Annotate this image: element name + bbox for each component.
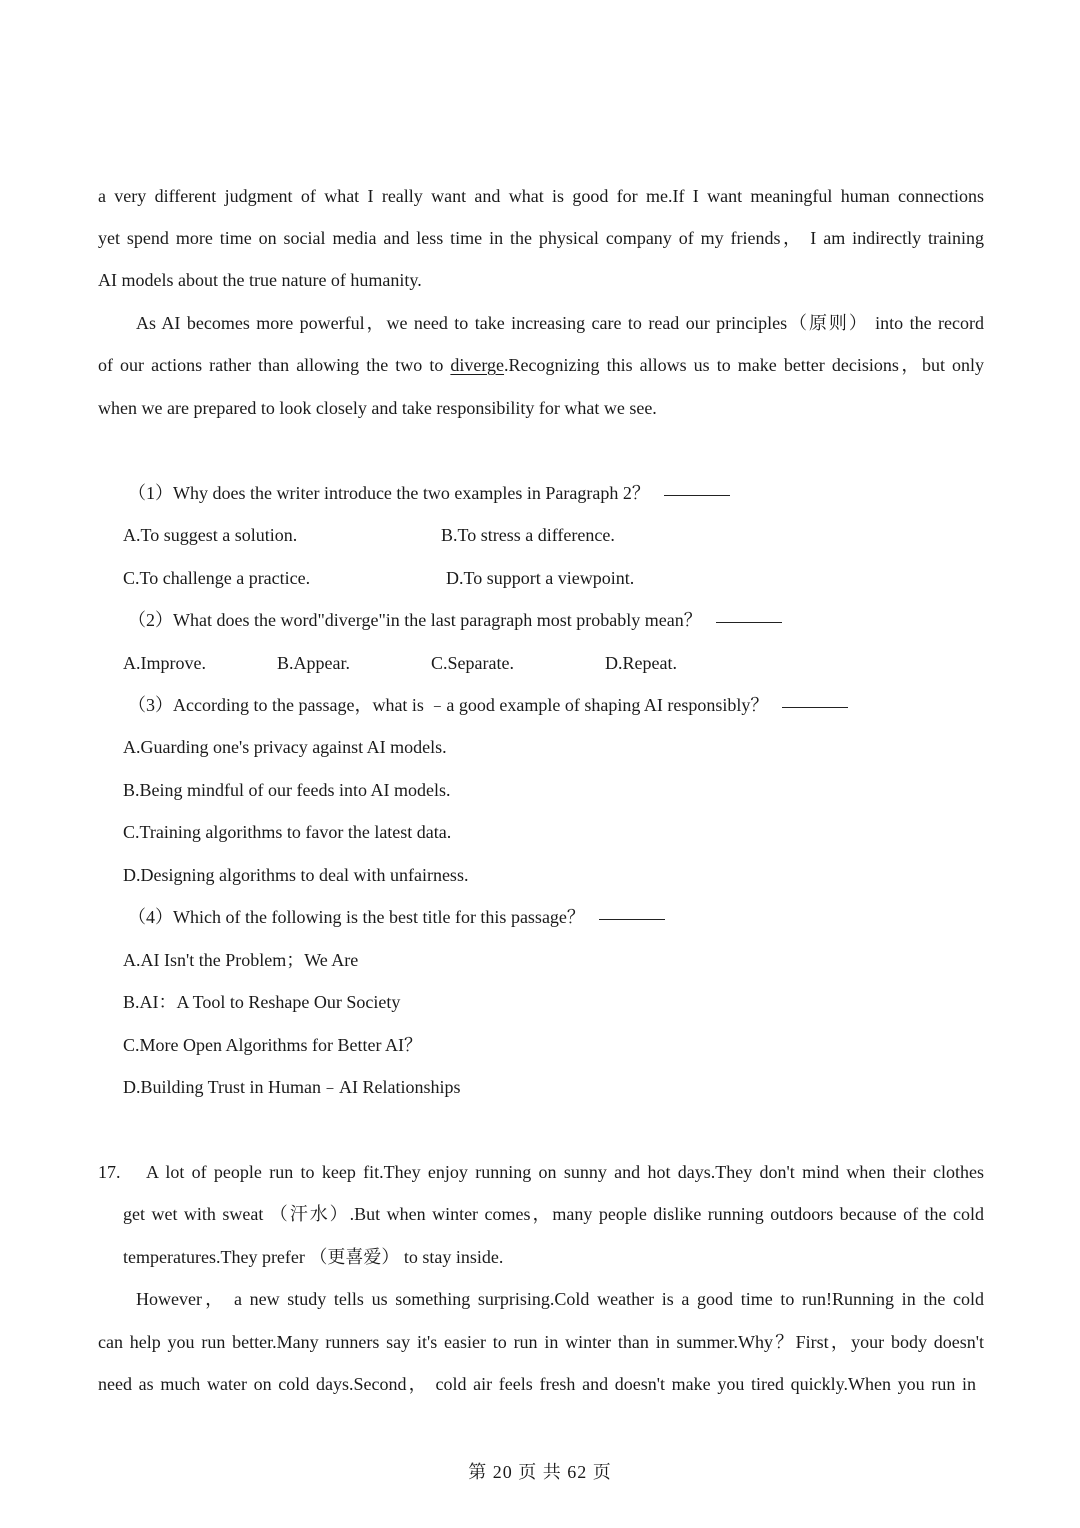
option-a: A.To suggest a solution. [123, 525, 298, 545]
answer-blank [716, 621, 782, 623]
option-d: D.Repeat. [605, 653, 677, 673]
option-b: B.Being mindful of our feeds into AI models. [123, 780, 451, 800]
option-d: D.To support a viewpoint. [446, 568, 635, 588]
question-3 [128, 693, 848, 717]
option-d: D.Designing algorithms to deal with unfairness. [123, 865, 469, 885]
passage-line: get wet with sweat （汗水）.But when winter comes，many people dislike running outdoors because of the cold [123, 1204, 984, 1224]
page-footer: 第 20 页 共 62 页 [468, 1462, 612, 1482]
option-c: C.To challenge a practice. [123, 568, 311, 588]
question-2 [128, 608, 782, 632]
passage-line: A lot of people run to keep fit.They enjoy running on sunny and hot days.They don't mind when their clothes [146, 1162, 984, 1182]
option-b: B.To stress a difference. [441, 525, 615, 545]
passage-line: As AI becomes more powerful，we need to take increasing care to read our principles（原则） into the record [136, 313, 984, 333]
option-a: A.Guarding one's privacy against AI models. [123, 737, 447, 757]
passage-line: yet spend more time on social media and less time in the physical company of my friends， I am indirectly training [98, 228, 984, 248]
passage-text: of our actions rather than allowing the two to [98, 355, 451, 375]
passage-line: temperatures.They prefer （更喜爱） to stay inside. [123, 1247, 504, 1267]
passage-line: need as much water on cold days.Second， cold air feels fresh and doesn't make you tired quickly.When you run in [98, 1374, 976, 1394]
question-4 [128, 905, 665, 929]
answer-blank [782, 706, 848, 708]
passage-text: .Recognizing this allows us to make better decisions，but only [504, 355, 984, 375]
option-a: A.AI Isn't the Problem；We Are [123, 950, 359, 970]
passage-line: AI models about the true nature of humanity. [98, 270, 422, 290]
option-c: C.Separate. [431, 653, 514, 673]
passage-line: a very different judgment of what I really want and what is good for me.If I want meaningful human connections [98, 186, 984, 206]
question-text: （1）Why does the writer introduce the two examples in Paragraph 2？ [128, 483, 650, 503]
question-text: （2）What does the word"diverge"in the last paragraph most probably mean？ [128, 610, 702, 630]
option-b: B.Appear. [277, 653, 350, 673]
passage-line: However， a new study tells us something surprising.Cold weather is a good time to run!Running in the cold [136, 1289, 984, 1309]
option-c: C.More Open Algorithms for Better AI？ [123, 1035, 422, 1055]
question-number: 17. [98, 1162, 121, 1182]
answer-blank [664, 494, 730, 496]
underlined-word: diverge [450, 355, 505, 375]
passage-line: can help you run better.Many runners say it's easier to run in winter than in summer.Why？First，your body doesn't [98, 1332, 984, 1352]
option-c: C.Training algorithms to favor the latest data. [123, 822, 452, 842]
question-text: （3）According to the passage，what is ﹣a good example of shaping AI responsibly？ [128, 695, 769, 715]
option-d: D.Building Trust in Human﹣AI Relationships [123, 1077, 461, 1097]
answer-blank [599, 918, 665, 920]
passage-line [98, 353, 984, 377]
passage-line: when we are prepared to look closely and take responsibility for what we see. [98, 398, 657, 418]
question-text: （4）Which of the following is the best title for this passage？ [128, 907, 585, 927]
question-1 [128, 481, 730, 505]
option-a: A.Improve. [123, 653, 206, 673]
option-b: B.AI：A Tool to Reshape Our Society [123, 992, 401, 1012]
